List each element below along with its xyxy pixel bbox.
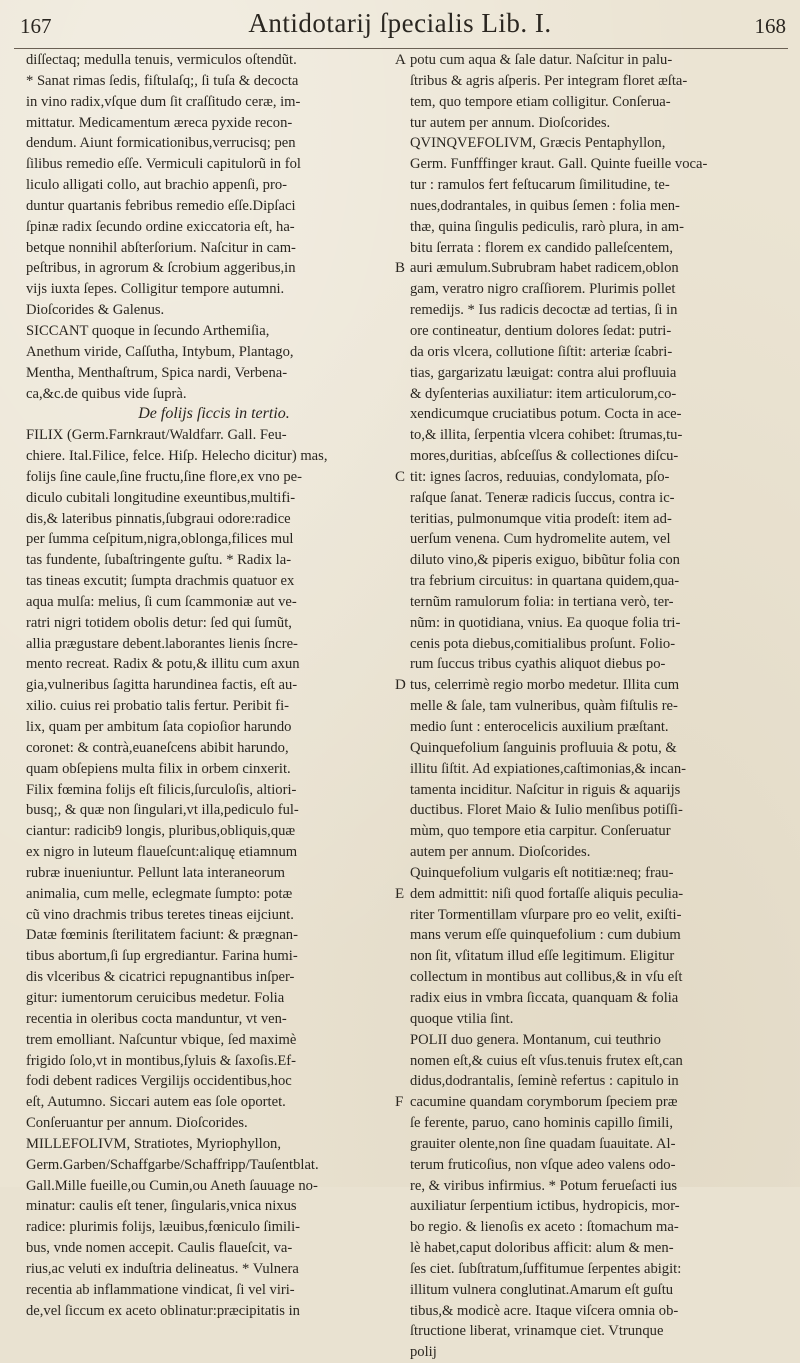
text-line: nomen eſt,& cuius eſt vſus.tenuis frutex eſt,can xyxy=(410,1052,683,1069)
running-title: Antidotarij ſpecialis Lib. I. xyxy=(248,8,552,38)
text-line: lè habet,caput doloribus afficit: alum & men- xyxy=(410,1240,674,1257)
text-line: eſt, Autumno. Siccari autem eas ſole oportet. xyxy=(26,1094,286,1111)
text-line: rubræ inueniuntur. Pellunt lata interaneorum xyxy=(26,864,285,881)
section-heading: De folijs ſiccis in tertio. xyxy=(138,405,290,423)
text-line: ſpinæ radix ſecundo ordine exiccatoria eſt, ha- xyxy=(26,218,295,235)
text-line: remedijs. * Ius radicis decoctæ ad tertias, ſi in xyxy=(410,302,678,319)
text-line: bus, vnde nomen accepit. Caulis flaueſcit, va- xyxy=(26,1240,293,1257)
text-line: ſtructione liberat, vrinamque ciet. Vtrunque xyxy=(410,1323,664,1340)
text-line: to,& illita, ſerpentia vlcera cohibet: ſtrumas,tu- xyxy=(410,427,683,444)
text-line: Germ.Garben/Schaffgarbe/Schaffripp/Tauſentblat. xyxy=(26,1156,319,1173)
text-line: Conſeruantur per annum. Dioſcorides. xyxy=(26,1115,248,1132)
text-line: xilio. cuius rei probatio talis fertur. Peribit fi- xyxy=(26,698,290,715)
text-line: dendum. Aiunt formicationibus,verrucisq; pen xyxy=(26,135,296,152)
text-line: ſe ferente, paruo, cano hominis capillo ſimili, xyxy=(410,1115,674,1132)
text-line: animalia, cum melle, eclegmate ſumpto: potæ xyxy=(26,885,293,902)
text-line: tias, gargarizatu læuigat: contra alui profluuia xyxy=(410,364,677,381)
text-line: in vino radix,vſque dum ſit craſſitudo ceræ, im- xyxy=(26,93,301,110)
text-line: didus,dodrantalis, ſeminè refertus : capitulo in xyxy=(410,1073,679,1090)
text-line: riter Tormentillam vſurpare pro eo velit, exiſti- xyxy=(410,906,682,923)
text-line: mùm, quo tempore etia carpitur. Conſeruatur xyxy=(410,823,671,840)
text-line: Datæ fœminis ſterilitatem faciunt: & prægnan- xyxy=(26,927,298,944)
text-line: tem, quo tempore etiam colligitur. Conſerua- xyxy=(410,93,671,110)
text-line: melle & ſale, tam vulneribus, quàm fiſtulis re- xyxy=(410,698,678,715)
text-line: diſſectaq; medulla tenuis, vermiculos oſtendũt. xyxy=(26,52,297,68)
text-line: dem admittit: niſi quod fortaſſe aliquis peculia- xyxy=(410,885,684,902)
text-line: folijs ſine caule,ſine fructu,ſine flore,ex vno pe- xyxy=(26,468,302,485)
text-line: auri æmulum.Subrubram habet radicem,oblon xyxy=(410,260,679,277)
text-line: trem emolliant. Naſcuntur vbique, ſed maximè xyxy=(26,1031,297,1048)
text-line: coronet: & contrà,euaneſcens abibit harundo, xyxy=(26,739,289,756)
margin-mark-f: F xyxy=(395,1094,404,1110)
text-line: nũm: in quotidiana, vnius. Ea quoque folia tri- xyxy=(410,614,681,631)
text-line: de,vel ſiccum ex aceto oblinatur:præcipitatis in xyxy=(26,1302,300,1319)
margin-mark-a: A xyxy=(395,52,406,68)
page-number-right: 168 xyxy=(754,14,786,38)
text-line: peſtribus, in agrorum & ſcrobium aggeribus,in xyxy=(26,260,296,277)
text-line: ex nigro in luteum flaueſcunt:aliquę etiamnum xyxy=(26,844,298,861)
text-line: chiere. Ital.Filice, felce. Hiſp. Helecho dicitur) mas, xyxy=(26,448,328,465)
text-line: cenis pota diebus,comitialibus proſunt. Folio- xyxy=(410,635,676,652)
text-line: fodi debent radices Vergilijs occidentibus,hoc xyxy=(26,1073,292,1090)
text-line: auxiliatur ſerpentium ictibus, hydropicis, mor- xyxy=(410,1198,680,1215)
text-line: tamenta inciditur. Naſcitur in riguis & aquarijs xyxy=(410,781,681,798)
text-line: terum fruticoſius, non vſque adeo valens odo- xyxy=(410,1156,676,1173)
text-line: tibus,& modicè acre. Itaque viſcera omnia ob- xyxy=(410,1302,679,1319)
text-line: betque nonnihil abſterſorium. Naſcitur in cam- xyxy=(26,239,296,256)
text-line: illitum vulnera conglutinat.Amarum eſt guſtu xyxy=(410,1281,674,1298)
text-line: tus, celerrimè regio morbo medetur. Illita cum xyxy=(410,677,680,694)
text-line: aqua mulſa: melius, ſi cum ſcammoniæ aut ve- xyxy=(26,593,297,610)
text-line: raſque ſanat. Teneræ radicis ſuccus, contra ic- xyxy=(410,489,675,506)
text-line: diluto vino,& piperis exiguo, bibũtur folia con xyxy=(410,552,680,569)
text-line: liculo alligati collo, aut brachio appenſi, pro- xyxy=(26,177,287,194)
left-text-column xyxy=(26,50,405,1321)
text-line: ciantur: radicib9 longis, pluribus,obliquis,quæ xyxy=(26,823,296,840)
text-line: mittatur. Medicamentum æreca pyxide recon- xyxy=(26,114,293,131)
text-line: SICCANT quoque in ſecundo Arthemiſia, xyxy=(26,322,270,339)
text-line: thæ, quina ſingulis pediculis, rarò plura, in am- xyxy=(410,218,684,235)
text-line: radix eius in vmbra ſiccata, quanquam & folia xyxy=(410,989,679,1006)
header-rule xyxy=(14,48,788,49)
text-line: MILLEFOLIVM, Stratiotes, Myriophyllon, xyxy=(26,1135,281,1152)
text-line: lix, quam per ambitum ſata copioſior harundo xyxy=(26,719,292,735)
text-line: bitu ſerrata : florem ex candido palleſcentem, xyxy=(410,239,673,256)
text-line: cũ vino drachmis tribus teretes tineas eijciunt. xyxy=(26,906,294,923)
text-line: dis vlceribus & cicatrici repugnantibus inſper- xyxy=(26,969,295,986)
text-line: Gall.Mille fueille,ou Cumin,ou Aneth ſauuage no- xyxy=(26,1177,318,1194)
text-line: Germ. Funfffinger kraut. Gall. Quinte fueille voca- xyxy=(410,156,708,173)
text-line: dis,& lateribus pinnatis,ſubgraui odore:radice xyxy=(26,510,291,527)
text-line: mores,duritias, abſceſſus & collectiones diſcu- xyxy=(410,448,679,465)
text-line: recentia in oleribus cocta manduntur, vt ven- xyxy=(26,1010,287,1027)
text-line: QVINQVEFOLIVM, Græcis Pentaphyllon, xyxy=(410,135,666,152)
text-line: busq;, & quæ non ſingulari,vt illa,pediculo ful- xyxy=(26,802,299,819)
text-line: rius,ac veluti ex induſtria delineatus. * Vulnera xyxy=(26,1260,299,1277)
text-line: ternũm ramulorum folia: in tertiana verò, ter- xyxy=(410,593,674,610)
text-line: per ſumma ceſpitum,nigra,oblonga,filices mul xyxy=(26,531,294,548)
text-line: potu cum aqua & ſale datur. Naſcitur in palu- xyxy=(410,52,673,68)
text-line: quam obſepiens multa filix in orbem cinxerit. xyxy=(26,760,291,777)
text-line: uerſum venena. Cum hydromelite autem, vel xyxy=(410,531,671,548)
text-line: autem per annum. Dioſcorides. xyxy=(410,844,591,861)
margin-mark-c: C xyxy=(395,469,406,485)
text-line: rum ſuccus tribus cyathis aliquot diebus po- xyxy=(410,656,666,673)
text-line: re, & viribus infirmius. * Potum ferueſacti ius xyxy=(410,1177,678,1194)
text-line: ſilibus remedio eſſe. Vermiculi capitulorũ in fol xyxy=(26,156,301,173)
text-line: duntur quartanis febribus remedio eſſe.Dipſaci xyxy=(26,197,296,214)
text-line: Quinquefolium vulgaris eſt notitiæ:neq; frau- xyxy=(410,864,674,881)
text-line: gia,vulneribus ſagitta harundinea factis, eſt au- xyxy=(26,677,298,694)
text-line: ductibus. Floret Maio & Iulio menſibus potiſſi- xyxy=(410,802,683,819)
text-line: Anethum viride, Caſſutha, Intybum, Plantago, xyxy=(26,343,294,360)
text-line: mans verum eſſe quinquefolium : cum dubium xyxy=(410,927,681,944)
text-line: illitu ſiſtit. Ad expiationes,caſtimonias,& incan- xyxy=(410,760,687,777)
text-line: Quinquefolium ſanguinis profluuia & potu, & xyxy=(410,739,677,756)
text-line: allia prægustare debent.laborantes lienis ſncre- xyxy=(26,635,298,652)
text-line: tur autem per annum. Dioſcorides. xyxy=(410,114,611,131)
text-line: & dyſenterias auxiliatur: item articulorum,co- xyxy=(410,385,677,402)
text-line: da oris vlcera, collutione ſiſtit: arteriæ ſcabri- xyxy=(410,343,673,360)
text-line: xendicumque cruciatibus potum. Cocta in ace- xyxy=(410,406,682,423)
text-line: frigido ſolo,vt in montibus,ſyluis & ſaxoſis.Ef- xyxy=(26,1052,296,1069)
text-line: nues,dodrantales, in quibus ſemen : folia men- xyxy=(410,197,680,214)
text-line: polij xyxy=(410,1344,437,1361)
text-line: tit: ignes ſacros, reduuias, condylomata, pſo- xyxy=(410,468,670,485)
text-line: bo regio. & lienoſis ex aceto : ſtomachum ma- xyxy=(410,1219,679,1236)
text-line: vijs iuxta ſepes. Colligitur tempore autumni. xyxy=(26,281,285,298)
text-line: Dioſcorides & Galenus. xyxy=(26,302,165,319)
right-text-column xyxy=(410,50,788,1363)
text-line: diculo cubitali longitudine exeuntibus,multifi- xyxy=(26,489,296,506)
text-line: mento recreat. Radix & potu,& illitu cum axun xyxy=(26,656,300,673)
text-line: grauiter olente,non ſine quadam ſuauitate. Al- xyxy=(410,1135,676,1152)
page-number-left: 167 xyxy=(20,14,52,38)
text-line: recentia ab inflammatione vindicat, ſi vel viri- xyxy=(26,1281,295,1298)
text-line: cacumine quandam corymborum ſpeciem præ xyxy=(410,1094,678,1111)
text-line: ca,&c.de quibus vide ſuprà. xyxy=(26,385,187,402)
text-line: ore contineatur, dentium dolores ſedat: putri- xyxy=(410,322,672,339)
text-line: gitur: iumentorum ceruicibus medetur. Folia xyxy=(26,989,285,1006)
text-line: quoque vtilia ſint. xyxy=(410,1010,514,1027)
margin-mark-e: E xyxy=(395,886,405,902)
text-line: tra febrium circuitus: in quartana quidem,qua- xyxy=(410,573,680,590)
text-line: ſes ciet. ſubſtratum,ſuffitumue ſerpentes abigit: xyxy=(410,1260,682,1277)
text-line: * Sanat rimas ſedis, fiſtulaſq;, ſi tuſa & decocta xyxy=(26,72,299,89)
text-line: POLII duo genera. Montanum, cui teuthrio xyxy=(410,1031,661,1048)
text-line: gam, veratro nigro craſſiorem. Plurimis pollet xyxy=(410,281,676,298)
text-line: minatur: caulis eſt tener, ſingularis,vnica nixus xyxy=(26,1198,297,1215)
text-line: radice: plurimis folijs, læuibus,fœniculo ſimili- xyxy=(26,1219,301,1236)
text-line: tas tineas excutit; ſumpta drachmis quatuor ex xyxy=(26,573,295,590)
margin-mark-d: D xyxy=(395,677,406,693)
text-line: tur : ramulos fert feſtucarum ſimilitudine, te- xyxy=(410,177,670,194)
margin-mark-b: B xyxy=(395,260,406,276)
text-line: teritias, pulmonumque vitia prodeſt: item ad- xyxy=(410,510,672,527)
text-line: tibus abortum,ſi ſup ergrediantur. Farina humi- xyxy=(26,948,298,965)
text-line: Mentha, Menthaſtrum, Spica nardi, Verbena- xyxy=(26,364,288,381)
text-line: ſtribus & agris aſperis. Per integram floret æſta- xyxy=(410,72,688,89)
text-line: non ſit, vſitatum illud eſſe legitimum. Eligitur xyxy=(410,948,675,965)
text-line: collectum in montibus aut collibus,& in vſu eſt xyxy=(410,969,683,986)
text-line: ratri nigri totidem obolis detur: ſed qui ſumũt, xyxy=(26,614,292,631)
text-line: Filix fœmina folijs eſt filicis,ſurculoſis, altiori- xyxy=(26,781,297,798)
text-line: tas fundente, ſubaſtringente guſtu. * Radix la- xyxy=(26,552,292,569)
text-line: medio ſunt : enterocelicis auxilium præſtant. xyxy=(410,719,669,735)
text-line: FILIX (Germ.Farnkraut/Waldfarr. Gall. Feu- xyxy=(26,427,287,444)
running-header xyxy=(0,8,800,48)
